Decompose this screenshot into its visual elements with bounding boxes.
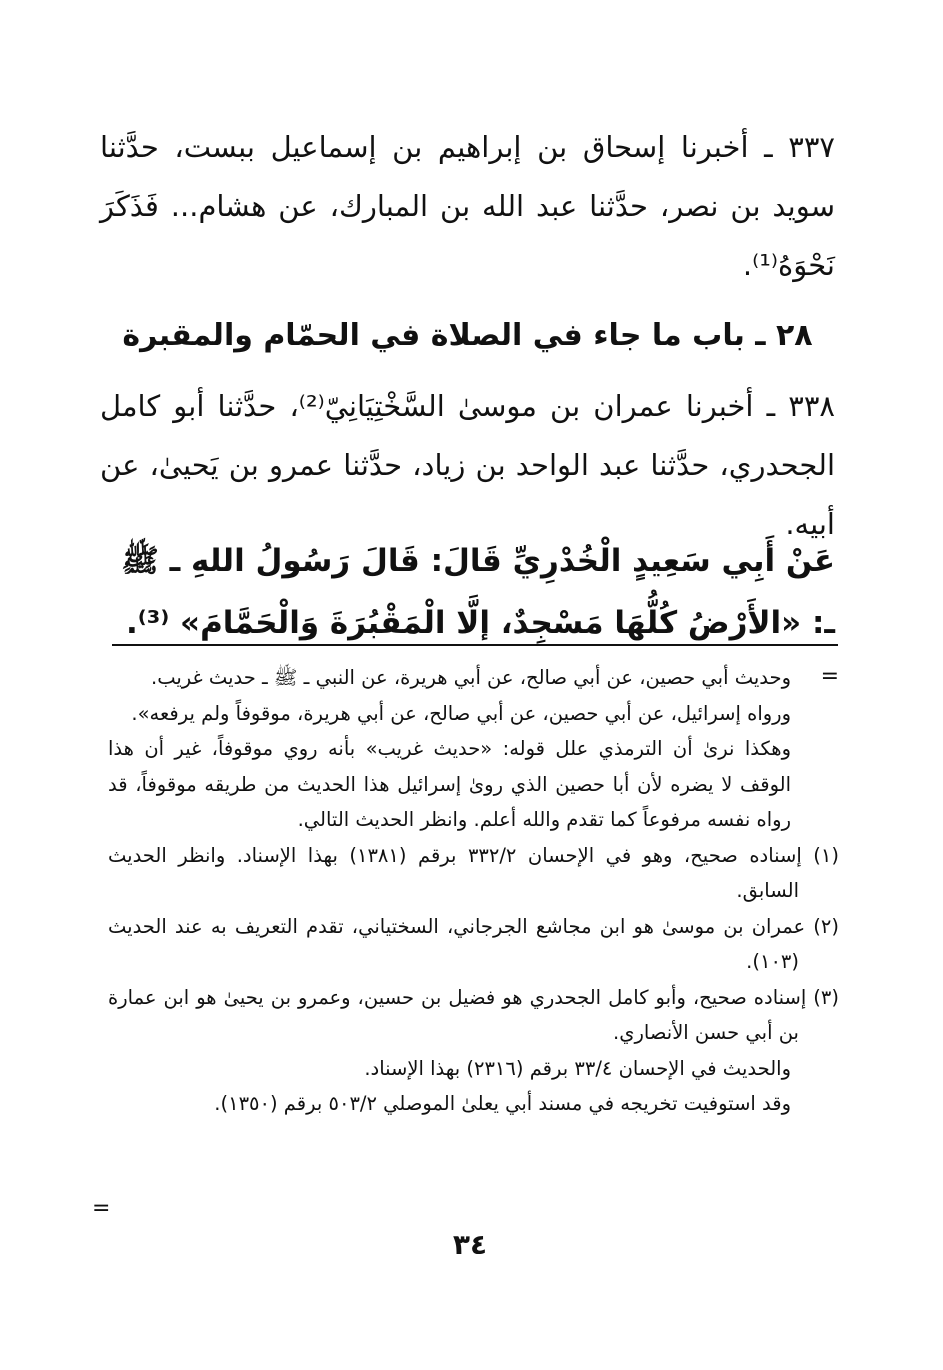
footnote-1: (١) إسناده صحيح، وهو في الإحسان ٣٣٢/٢ برقم (١٣٨١) بهذا الإسناد. وانظر الحديث السابق. — [108, 843, 839, 902]
continuation-marker-bottom: = — [92, 1196, 111, 1221]
footnote-3-b: والحديث في الإحسان ٣٣/٤ برقم (٢٣١٦) بهذا الإسناد. — [364, 1056, 791, 1080]
footnotes — [108, 660, 839, 1122]
hadith-338-isnad-text: ٣٣٨ ـ أخبرنا عمران بن موسىٰ السَّخْتِيَانِيّ⁽²⁾، حدَّثنا أبو كامل الجحدري، حدَّثنا عبد الواحد بن زياد، حدَّثنا عمرو بن يَحيىٰ، عن أبيه. — [100, 389, 835, 541]
hadith-338-matn: عَنْ أَبِي سَعِيدٍ الْخُدْرِيِّ قَالَ: قَالَ رَسُولُ اللهِ ـ ﷺ ـ: «الأَرْضُ كُلُّهَا مَسْجِدٌ، إلَّا الْمَقْبُرَةَ وَالْحَمَّامَ» ⁽³⁾. — [121, 543, 835, 641]
continuation-marker-top: = — [820, 664, 839, 689]
footnote-continuation-3: وهكذا نرىٰ أن الترمذي علل قوله: «حديث غريب» بأنه روي موقوفاً، غير أن هذا الوقف لا يضره لأن أبا حصين الذي روىٰ إسرائيل هذا الحديث من طريقه موقوفاً، قد رواه نفسه مرفوعاً كما تقدم والله أعلم. وانظر الحديث التالي. — [108, 737, 791, 831]
footnote-2: (٢) عمران بن موسىٰ هو ابن مجاشع الجرجاني، السختياني، تقدم التعريف به عند الحديث (١٠٣). — [108, 914, 839, 973]
footnote-3: (٣) إسناده صحيح، وأبو كامل الجحدري هو فضيل بن حسين، وعمرو بن يحيىٰ هو ابن عمارة بن أبي حسن الأنصاري. — [108, 985, 839, 1044]
hadith-338-isnad — [100, 377, 835, 554]
footnote-3-c: وقد استوفيت تخريجه في مسند أبي يعلىٰ الموصلي ٥٠٣/٢ برقم (١٣٥٠). — [214, 1092, 791, 1115]
footnote-continuation-1: وحديث أبي حصين، عن أبي صالح، عن أبي هريرة، عن النبي ـ ﷺ ـ حديث غريب. — [151, 666, 791, 689]
footnote-separator — [112, 644, 838, 646]
hadith-337-text: ٣٣٧ ـ أخبرنا إسحاق بن إبراهيم بن إسماعيل ببست، حدَّثنا سويد بن نصر، حدَّثنا عبد الله بن المبارك، عن هشام... فَذَكَرَ نَحْوَهُ⁽¹⁾. — [100, 130, 835, 282]
footnote-continuation-2: ورواه إسرائيل، عن أبي حصين، عن أبي صالح، عن أبي هريرة، موقوفاً ولم يرفعه». — [131, 701, 791, 725]
page-number: ٣٤ — [452, 1228, 488, 1261]
chapter-heading: ٢٨ ـ باب ما جاء في الصلاة في الحمّام والمقبرة — [122, 318, 813, 353]
hadith-337 — [100, 118, 835, 295]
